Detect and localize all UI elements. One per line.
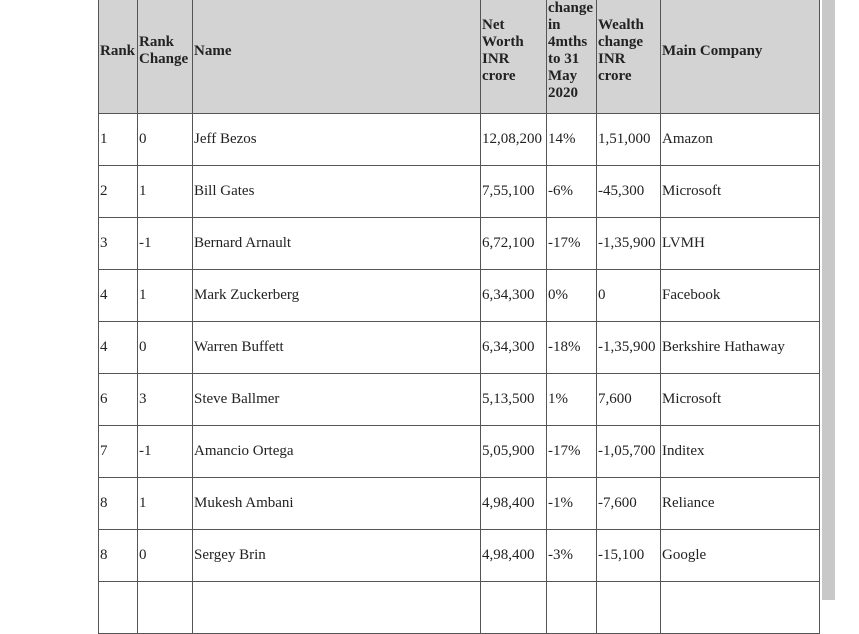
cell-pct-change: 0%: [547, 270, 597, 322]
cell-empty: [99, 582, 138, 634]
cell-net-worth: 4,98,400: [481, 530, 547, 582]
table-row: [99, 218, 820, 270]
cell-net-worth: 6,72,100: [481, 218, 547, 270]
header-wealth-change: Wealth change INR crore: [597, 0, 661, 114]
cell-net-worth: 7,55,100: [481, 166, 547, 218]
cell-pct-change: 14%: [547, 114, 597, 166]
cell-pct-change: -1%: [547, 478, 597, 530]
cell-wealth-change: -15,100: [597, 530, 661, 582]
cell-wealth-change: 1,51,000: [597, 114, 661, 166]
cell-company: Google: [661, 530, 820, 582]
cell-company: Microsoft: [661, 374, 820, 426]
table-row: [99, 114, 820, 166]
table-row: [99, 426, 820, 478]
cell-name: Bill Gates: [193, 166, 481, 218]
cell-pct-change: -18%: [547, 322, 597, 374]
cell-wealth-change: 7,600: [597, 374, 661, 426]
cell-pct-change: -6%: [547, 166, 597, 218]
cell-pct-change: 1%: [547, 374, 597, 426]
table-row: [99, 322, 820, 374]
table-row: [99, 374, 820, 426]
cell-wealth-change: -1,05,700: [597, 426, 661, 478]
cell-wealth-change: 0: [597, 270, 661, 322]
header-name: Name: [193, 0, 481, 114]
table-row: [99, 270, 820, 322]
cell-net-worth: 5,05,900: [481, 426, 547, 478]
cell-empty: [481, 582, 547, 634]
cell-wealth-change: -1,35,900: [597, 218, 661, 270]
cell-name: Mark Zuckerberg: [193, 270, 481, 322]
cell-company: Amazon: [661, 114, 820, 166]
cell-rank: 4: [99, 322, 138, 374]
header-net-worth: Net Worth INR crore: [481, 0, 547, 114]
cell-rank-change: 1: [138, 478, 193, 530]
cell-rank: 1: [99, 114, 138, 166]
cell-net-worth: 5,13,500: [481, 374, 547, 426]
cell-net-worth: 4,98,400: [481, 478, 547, 530]
cell-rank: 6: [99, 374, 138, 426]
cell-company: Microsoft: [661, 166, 820, 218]
cell-rank: 8: [99, 478, 138, 530]
cell-rank-change: 0: [138, 114, 193, 166]
header-pct-change: change in 4mths to 31 May 2020: [547, 0, 597, 114]
cell-empty: [138, 582, 193, 634]
cell-rank-change: -1: [138, 218, 193, 270]
cell-company: Facebook: [661, 270, 820, 322]
table-header-row: [99, 0, 820, 114]
cell-name: Mukesh Ambani: [193, 478, 481, 530]
table-row: [99, 166, 820, 218]
cell-wealth-change: -1,35,900: [597, 322, 661, 374]
cell-rank-change: 3: [138, 374, 193, 426]
cell-rank: 3: [99, 218, 138, 270]
cell-name: Bernard Arnault: [193, 218, 481, 270]
cell-rank-change: 1: [138, 270, 193, 322]
cell-pct-change: -3%: [547, 530, 597, 582]
header-main-company: Main Company: [661, 0, 820, 114]
cell-rank: 8: [99, 530, 138, 582]
cell-empty: [547, 582, 597, 634]
cell-name: Amancio Ortega: [193, 426, 481, 478]
cell-net-worth: 12,08,200: [481, 114, 547, 166]
billionaires-table-container: [98, 0, 820, 634]
cell-wealth-change: -45,300: [597, 166, 661, 218]
cell-empty: [193, 582, 481, 634]
billionaires-table: [98, 0, 820, 634]
cell-name: Steve Ballmer: [193, 374, 481, 426]
cell-empty: [661, 582, 820, 634]
table-row-partial: [99, 582, 820, 634]
header-rank-change: Rank Change: [138, 0, 193, 114]
cell-name: Jeff Bezos: [193, 114, 481, 166]
cell-net-worth: 6,34,300: [481, 270, 547, 322]
cell-empty: [597, 582, 661, 634]
cell-rank-change: 0: [138, 322, 193, 374]
cell-pct-change: -17%: [547, 426, 597, 478]
cell-wealth-change: -7,600: [597, 478, 661, 530]
cell-rank-change: -1: [138, 426, 193, 478]
cell-rank: 4: [99, 270, 138, 322]
cell-pct-change: -17%: [547, 218, 597, 270]
cell-company: LVMH: [661, 218, 820, 270]
cell-rank: 7: [99, 426, 138, 478]
cell-rank: 2: [99, 166, 138, 218]
cell-company: Reliance: [661, 478, 820, 530]
table-row: [99, 478, 820, 530]
cell-name: Sergey Brin: [193, 530, 481, 582]
cell-name: Warren Buffett: [193, 322, 481, 374]
cell-net-worth: 6,34,300: [481, 322, 547, 374]
table-row: [99, 530, 820, 582]
cell-rank-change: 1: [138, 166, 193, 218]
cell-company: Inditex: [661, 426, 820, 478]
vertical-scrollbar[interactable]: [822, 0, 835, 600]
header-rank: Rank: [99, 0, 138, 114]
cell-company: Berkshire Hathaway: [661, 322, 820, 374]
cell-rank-change: 0: [138, 530, 193, 582]
